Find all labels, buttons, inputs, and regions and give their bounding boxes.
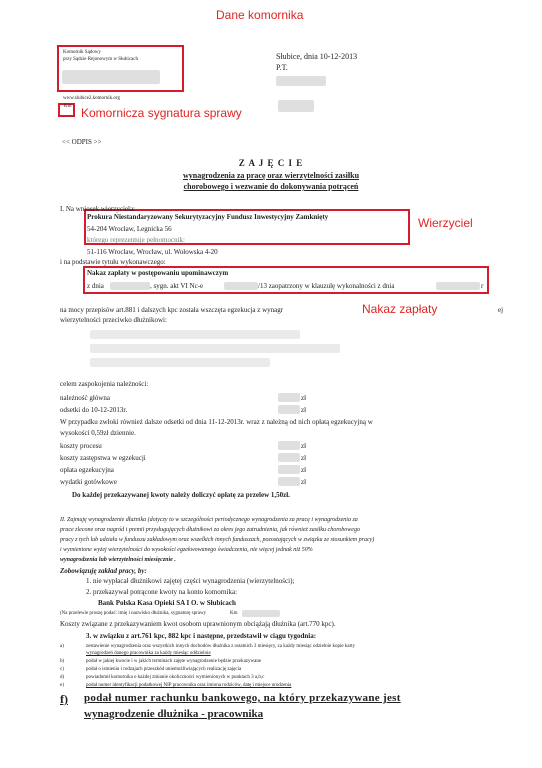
section2-para-4: i wymienione wyżej wierzytelności do wysokości egzekwowanego świadczenia, nie więcej jednak niż 50% (60, 547, 313, 553)
order-signature-label: , sygn. akt VI Nc-e (150, 282, 204, 290)
list-key-f: f) (60, 692, 68, 706)
obligation-1: 1. nie wypłacał dłużnikowi zajętej części wynagrodzenia (wierzytelności); (86, 577, 295, 585)
redacted-cash-expenses (278, 477, 300, 486)
redacted-order-date (110, 282, 150, 290)
interest-label: odsetki do 10-12-2013r. (60, 406, 128, 414)
redacted-enforcement-fee (278, 465, 300, 474)
document-subtitle-1: wynagrodzenia za pracę oraz wierzytelności zasiłku (182, 171, 360, 180)
interest-currency: zł (301, 406, 307, 414)
court-costs-currency: zł (301, 442, 307, 450)
document-subtitle-2: chorobowego i wezwanie do dokonywania potrąceń (183, 182, 359, 191)
list-key-d: d) (60, 675, 65, 680)
transfer-fee-note: Do każdej przekazywanej kwoty należy doliczyć opłatę za przelew 1,50zł. (72, 491, 290, 499)
list-item-a: zestawienie wynagrodzenia oraz wszystkich innych dochodów dłużnika z ostatnich 3 miesięcy, za każdy miesiąc odzielnie kopie karty (86, 644, 356, 649)
representative-address: 51-116 Wrocław, Wrocław, ul. Wołowska 4-20 (87, 248, 218, 256)
list-key-c: c) (60, 667, 64, 672)
odpis-label: << ODPIS >> (62, 138, 102, 146)
redacted-court-costs (278, 441, 300, 450)
basis-line-1-end: ej (498, 306, 504, 314)
creditor-address: 54-204 Wrocław, Legnicka 56 (87, 225, 172, 233)
court-costs-label: koszty procesu (60, 442, 102, 450)
km-label: Km (64, 104, 72, 109)
order-clause-label: /13 zaopatrzony w klauzulę wykonalności z dnia (258, 282, 395, 290)
annotation-bailiff-data: Dane komornika (216, 8, 304, 22)
basis-line-1: na mocy przepisów art.881 i dalszych kpc została wszczęta egzekucja z wynagr (60, 306, 284, 314)
order-title: Nakaz zapłaty w postępowaniu upominawczym (87, 269, 229, 277)
order-date-label: z dnia (87, 282, 104, 290)
redacted-order-number (224, 282, 258, 290)
section2-para-5: wynagrodzenia lub wierzytelności miesięcznie . (60, 557, 176, 563)
list-item-c: podał o istnieniu i rodzajach przeszkód uniemożliwiających realizację zajęcia (86, 667, 242, 672)
delay-note-1: W przypadku zwłoki również dalsze odsetki od dnia 11-12-2013r. wraz z należną od nich opłatą egzekucyjną w (60, 418, 373, 426)
creditor-intro: I. Na wniosek wierzyciela: (60, 205, 136, 213)
list-item-b: podał w jakiej kwocie i w jakich terminach zajęte wynagrodzenie będzie przekazywane (86, 659, 262, 664)
section2-para-1: II. Zajmuję wynagrodzenie dłużnika (dotyczy to w szczególności periodycznego wynagrodzenia za pracę i wynagrodzenia za (60, 517, 358, 523)
enforcement-fee-currency: zł (301, 466, 307, 474)
redacted-bailiff-address (62, 70, 160, 84)
cash-expenses-label: wydatki gotówkowe (60, 478, 117, 486)
annotation-payment-order: Nakaz zapłaty (362, 302, 438, 316)
list-item-a-cont: wynagrodzeń danego pracownika za każdy miesiąc oddzielnie (86, 651, 211, 656)
document-title: Z A J Ę C I E (238, 158, 304, 168)
obliges-heading: Zobowiązuję zakład pracy, by: (60, 567, 147, 575)
redacted-representation (278, 453, 300, 462)
representation-currency: zł (301, 454, 307, 462)
obligation-2: 2. przekazywał potrącone kwoty na konto komornika: (86, 588, 238, 596)
delay-note-2: wysokości 0,59zł dziennie. (60, 429, 136, 437)
annotation-creditor: Wierzyciel (418, 216, 473, 230)
list-item-d: powiadomił komornika o każdej zmianie okoliczności wymienionych w punktach 3 a,b,c (86, 675, 265, 680)
obligation-3: 3. w związku z art.761 kpc, 882 kpc i następne, przedstawił w ciągu tygodnia: (86, 632, 317, 640)
principal-currency: zł (301, 394, 307, 402)
section2-para-3: pracy z tych lub udziału w funduszu zakładowym oraz wszelkich innych funduszach, pozostających w związku ze stosunkiem pracy) (60, 537, 375, 543)
list-key-a: a) (60, 644, 64, 649)
transfer-hint-km: Km (230, 611, 238, 616)
transfer-hint: (Na przelewie proszę podać: imię i nazwisko dłużnika, sygnaturę sprawy (60, 611, 207, 616)
basis-line-2: wierzytelności przeciwko dłużnikowi: (60, 316, 167, 324)
costs-note: Koszty związane z przekazywaniem kwot osobom uprawnionym obciążają dłużnika (art.770 kpc). (60, 620, 336, 628)
redacted-principal (278, 393, 300, 402)
title-basis: i na podstawie tytułu wykonawczego: (60, 258, 166, 266)
redacted-debtor-line-3 (90, 358, 270, 367)
amounts-intro: celem zaspokojenia należności: (60, 380, 149, 388)
list-item-f-line-2: wynagrodzenie dłużnika - pracownika (84, 708, 264, 720)
creditor-name: Prokura Niestandaryzowany Sekurytyzacyjny Fundusz Inwestycyjny Zamknięty (87, 213, 329, 221)
redacted-debtor-line-1 (90, 330, 300, 339)
section2-para-2: prace zlecone oraz nagród i premii przysługujących dłużnikowi za okres jego zatrudnienia, jak również zasiłku chorobowego (60, 527, 360, 533)
website: www.slubice2.komornik.org (63, 96, 120, 101)
order-clause-suffix: r (481, 282, 484, 290)
list-item-e: podał numer identyfikacji podatkowej NIP pracownika oraz imiona rodziców, datę i miejsce urodzenia (86, 683, 292, 688)
enforcement-fee-label: opłata egzekucyjna (60, 466, 114, 474)
redacted-clause-date (436, 282, 480, 290)
redacted-interest (278, 405, 300, 414)
bank-name: Bank Polska Kasa Opieki SA I O. w Słubicach (98, 599, 236, 607)
pt-label: P.T. (276, 63, 288, 72)
court-line-1: Komornik Sądowy (63, 50, 101, 55)
representative-label: którego reprezentuje pełnomocnik: (87, 236, 185, 244)
list-key-b: b) (60, 659, 65, 664)
place-date: Słubice, dnia 10-12-2013 (276, 52, 358, 61)
representation-label: koszty zastępstwa w egzekucji (60, 454, 146, 462)
court-line-2: przy Sądzie Rejonowym w Słubicach (63, 57, 138, 62)
principal-label: należność główna (60, 394, 110, 402)
cash-expenses-currency: zł (301, 478, 307, 486)
redacted-transfer-signature (242, 610, 280, 617)
redacted-case-number (278, 100, 314, 112)
redacted-addressee (276, 76, 326, 86)
list-key-e: e) (60, 683, 64, 688)
annotation-case-signature: Komornicza sygnatura sprawy (81, 106, 242, 120)
list-item-f-line-1: podał numer rachunku bankowego, na który przekazywane jest (84, 692, 401, 704)
redacted-debtor-line-2 (90, 344, 340, 353)
